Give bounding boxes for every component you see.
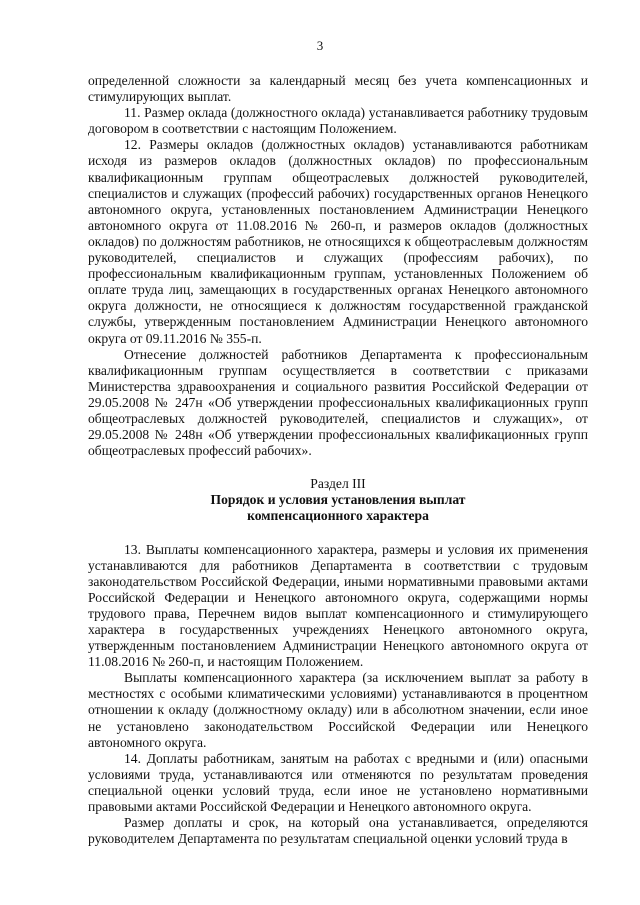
paragraph-12: 12. Размеры окладов (должностных окладов) устанавливаются работникам исходя из размеров окладов (должностных окладов) по профессиональным квалификационным группам общеотраслевых должностей руководителей, специалистов и служащих (профессий рабочих) государственных органов Ненецкого автономного округа, установленных постановлением Администрации Ненецкого автономного округа от 11.08.2016 № 260-п, и размеров окладов (должностных окладов) по должностям работников, не относящихся к общеотраслевым должностям руководителей, специалистов и служащих (профессиям рабочих), по профессиональным квалификационным группам, установленных Положением об оплате труда лиц, замещающих в государственных органах Ненецкого автономного округа должности, не относящиеся к должностям государственной гражданской службы, утвержденным постановлением Администрации Ненецкого автономного округа от 09.11.2016 № 355-п. <box>88 137 588 346</box>
section-number: Раздел III <box>310 476 366 492</box>
paragraphs-after <box>88 542 588 848</box>
page-number: 3 <box>316 38 324 53</box>
paragraphs-before <box>88 73 588 459</box>
paragraph-12-classification: Отнесение должностей работников Департамента к профессиональным квалификационным группам осуществляется в соответствии с приказами Министерства здравоохранения и социального развития Российской Федерации от 29.05.2008 № 247н «Об утверждении профессиональных квалификационных групп общеотраслевых должностей руководителей, специалистов и служащих», от 29.05.2008 № 248н «Об утверждении профессиональных квалификационных групп общеотраслевых профессий рабочих». <box>88 346 588 459</box>
paragraph-13-compensation: Выплаты компенсационного характера (за исключением выплат за работу в местностях с особыми климатическими условиями) устанавливаются в процентном отношении к окладу (должностному окладу) или в абсолютном значении, если иное не установлено законодательством Российской Федерации или Ненецкого автономного округа. <box>88 670 588 750</box>
section-heading <box>88 476 588 524</box>
paragraph-14-amount: Размер доплаты и срок, на который она устанавливается, определяются руководителем Департамента по результатам специальной оценки условий труда в <box>88 815 588 847</box>
paragraph-11: 11. Размер оклада (должностного оклада) устанавливается работнику трудовым договором в соответствии с настоящим Положением. <box>88 105 588 137</box>
section-spacer <box>88 525 588 542</box>
section-title-line-2: компенсационного характера <box>247 508 429 524</box>
paragraph-continued: определенной сложности за календарный месяц без учета компенсационных и стимулирующих выплат. <box>88 73 588 105</box>
paragraph-13: 13. Выплаты компенсационного характера, размеры и условия их применения устанавливаются для работников Департамента в соответствии с трудовым законодательством Российской Федерации, иными нормативными правовыми актами Российской Федерации и Ненецкого автономного округа, содержащими нормы трудового права, Перечнем видов выплат компенсационного и стимулирующего характера в государственных учреждениях Ненецкого автономного округа, утвержденным постановлением Администрации Ненецкого автономного округа от 11.08.2016 № 260-п, и настоящим Положением. <box>88 541 588 670</box>
section-title-line-1: Порядок и условия установления выплат <box>210 492 466 508</box>
paragraph-14: 14. Доплаты работникам, занятым на работах с вредными и (или) опасными условиями труда, устанавливаются или отменяются по результатам проведения специальной оценки условий труда, если иное не установлено нормативными правовыми актами Российской Федерации и Ненецкого автономного округа. <box>88 750 588 815</box>
